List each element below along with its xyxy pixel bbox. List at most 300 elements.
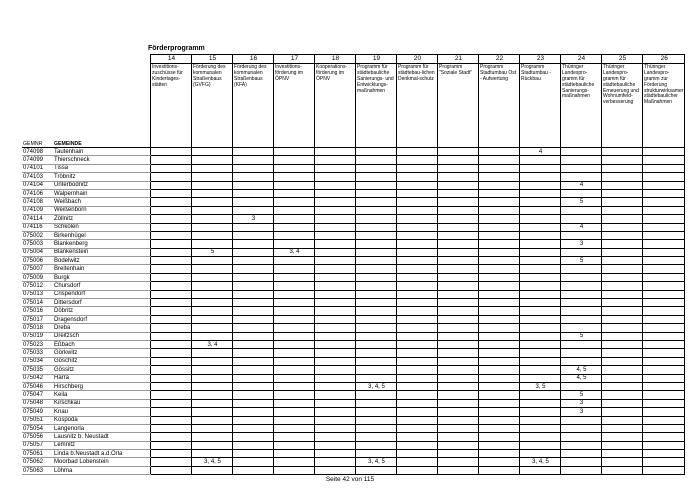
program-value-cell	[151, 399, 192, 407]
program-value-cell	[520, 408, 561, 416]
program-value-cell: 4, 5	[561, 374, 602, 382]
table-row	[22, 399, 685, 407]
program-value-cell	[233, 315, 274, 323]
program-number: 20	[397, 55, 438, 64]
program-value-cell	[479, 382, 520, 390]
program-value-cell	[520, 324, 561, 332]
table-row	[22, 307, 685, 315]
table-row	[22, 332, 685, 340]
program-value-cell	[315, 382, 356, 390]
municipality-code: 075002	[22, 231, 53, 239]
program-value-cell	[561, 156, 602, 164]
program-value-cell	[192, 231, 233, 239]
program-value-cell	[233, 206, 274, 214]
program-value-cell	[315, 181, 356, 189]
program-value-cell	[643, 408, 685, 416]
program-value-cell	[151, 206, 192, 214]
program-value-cell	[274, 466, 315, 474]
program-value-cell	[520, 299, 561, 307]
header-spacer-cell	[479, 139, 520, 148]
program-value-cell	[397, 181, 438, 189]
program-value-cell	[315, 458, 356, 466]
program-value-cell	[438, 357, 479, 365]
program-value-cell	[192, 315, 233, 323]
program-value-cell	[602, 206, 643, 214]
program-value-cell	[479, 374, 520, 382]
program-value-cell	[520, 340, 561, 348]
program-value-cell	[438, 148, 479, 156]
municipality-name: Schkölen	[53, 223, 151, 231]
program-value-cell: 3, 4, 5	[520, 458, 561, 466]
program-description: Thüringer Landespro-gramm für städtebauliche Erneuerung und Wohnumfeld-verbesserung	[602, 64, 643, 140]
program-value-cell	[397, 450, 438, 458]
program-value-cell	[315, 299, 356, 307]
program-value-cell	[520, 424, 561, 432]
program-value-cell	[356, 416, 397, 424]
program-value-cell	[643, 441, 685, 449]
program-value-cell	[315, 450, 356, 458]
program-value-cell	[151, 349, 192, 357]
program-value-cell	[356, 332, 397, 340]
program-value-cell	[397, 248, 438, 256]
table-row	[22, 450, 685, 458]
program-value-cell: 5	[561, 391, 602, 399]
program-value-cell	[151, 164, 192, 172]
program-value-cell	[643, 307, 685, 315]
program-value-cell	[479, 340, 520, 348]
program-value-cell	[438, 173, 479, 181]
program-number: 26	[643, 55, 685, 64]
program-value-cell	[356, 299, 397, 307]
program-value-cell	[315, 340, 356, 348]
program-value-cell	[315, 240, 356, 248]
program-value-cell	[397, 265, 438, 273]
program-value-cell: 3	[233, 215, 274, 223]
program-value-cell	[151, 273, 192, 281]
program-value-cell	[315, 257, 356, 265]
program-value-cell	[561, 433, 602, 441]
program-value-cell	[151, 240, 192, 248]
program-description: Programm für städtebauliche Sanierungs- und Entwicklungs-maßnahmen	[356, 64, 397, 140]
program-value-cell	[151, 315, 192, 323]
program-value-cell	[397, 240, 438, 248]
program-value-cell	[602, 181, 643, 189]
program-value-cell	[643, 433, 685, 441]
program-value-cell	[356, 173, 397, 181]
program-value-cell	[520, 282, 561, 290]
program-value-cell	[561, 215, 602, 223]
municipality-name: Dittersdorf	[53, 299, 151, 307]
program-value-cell	[192, 181, 233, 189]
program-value-cell	[438, 399, 479, 407]
program-value-cell	[233, 332, 274, 340]
table-row	[22, 240, 685, 248]
header-spacer-cell	[151, 139, 192, 148]
program-value-cell	[315, 399, 356, 407]
program-value-cell	[274, 148, 315, 156]
program-value-cell	[151, 282, 192, 290]
program-value-cell	[356, 441, 397, 449]
program-value-cell	[315, 416, 356, 424]
table-row	[22, 340, 685, 348]
program-value-cell	[274, 450, 315, 458]
program-value-cell	[315, 206, 356, 214]
program-value-cell	[479, 198, 520, 206]
program-value-cell	[602, 164, 643, 172]
program-value-cell	[479, 366, 520, 374]
program-value-cell	[602, 173, 643, 181]
municipality-name: Blankenstein	[53, 248, 151, 256]
header-spacer-cell	[397, 139, 438, 148]
program-value-cell	[192, 257, 233, 265]
table-row	[22, 156, 685, 164]
program-value-cell	[233, 181, 274, 189]
program-value-cell	[479, 248, 520, 256]
program-value-cell: 3, 5	[520, 382, 561, 390]
program-value-cell	[151, 357, 192, 365]
program-value-cell	[233, 273, 274, 281]
program-number: 23	[520, 55, 561, 64]
program-value-cell	[561, 273, 602, 281]
program-value-cell	[438, 382, 479, 390]
program-value-cell: 3, 4	[274, 248, 315, 256]
program-value-cell	[643, 148, 685, 156]
program-value-cell	[520, 257, 561, 265]
program-value-cell	[438, 366, 479, 374]
program-value-cell	[233, 382, 274, 390]
program-value-cell	[643, 382, 685, 390]
program-value-cell	[356, 206, 397, 214]
program-description: Investitions-förderung im ÖPNV	[274, 64, 315, 140]
program-value-cell	[643, 424, 685, 432]
table-row	[22, 408, 685, 416]
program-value-cell	[561, 148, 602, 156]
program-value-cell	[643, 215, 685, 223]
program-value-cell	[643, 173, 685, 181]
program-value-cell	[397, 198, 438, 206]
program-value-cell	[643, 206, 685, 214]
municipality-code: 075049	[22, 408, 53, 416]
municipality-code: 074098	[22, 148, 53, 156]
program-value-cell	[643, 366, 685, 374]
program-value-cell	[274, 441, 315, 449]
program-value-cell	[438, 307, 479, 315]
program-number: 14	[151, 55, 192, 64]
program-value-cell	[602, 223, 643, 231]
program-value-cell	[643, 198, 685, 206]
program-value-cell	[233, 441, 274, 449]
program-value-cell	[356, 466, 397, 474]
program-value-cell	[151, 332, 192, 340]
program-value-cell	[561, 248, 602, 256]
program-value-cell	[274, 173, 315, 181]
program-description: Förderung des kommunalen Straßenbaus (GVFG)	[192, 64, 233, 140]
program-value-cell	[315, 273, 356, 281]
program-value-cell	[315, 156, 356, 164]
program-value-cell	[274, 282, 315, 290]
municipality-code: 075051	[22, 416, 53, 424]
program-value-cell	[315, 391, 356, 399]
program-value-cell	[192, 382, 233, 390]
program-value-cell	[643, 273, 685, 281]
program-value-cell	[643, 223, 685, 231]
program-value-cell	[356, 282, 397, 290]
program-value-cell	[602, 450, 643, 458]
program-value-cell	[479, 450, 520, 458]
program-value-cell	[602, 265, 643, 273]
program-value-cell	[602, 340, 643, 348]
program-value-cell	[151, 181, 192, 189]
header-spacer-cell	[438, 139, 479, 148]
municipality-name: Chursdorf	[53, 282, 151, 290]
municipality-code: 075033	[22, 349, 53, 357]
program-value-cell	[397, 366, 438, 374]
municipality-name: Weißenborn	[53, 206, 151, 214]
program-value-cell	[397, 223, 438, 231]
program-value-cell	[315, 424, 356, 432]
program-value-cell: 3, 4, 5	[192, 458, 233, 466]
table-row	[22, 290, 685, 298]
table-row	[22, 441, 685, 449]
program-value-cell	[561, 324, 602, 332]
program-number: 18	[315, 55, 356, 64]
municipality-code: 075012	[22, 282, 53, 290]
program-value-cell	[315, 164, 356, 172]
program-value-cell	[233, 164, 274, 172]
program-value-cell	[479, 424, 520, 432]
program-value-cell	[233, 433, 274, 441]
program-value-cell	[315, 173, 356, 181]
program-value-cell	[438, 156, 479, 164]
program-value-cell: 5	[561, 257, 602, 265]
program-value-cell	[233, 231, 274, 239]
program-number: 19	[356, 55, 397, 64]
program-value-cell	[315, 215, 356, 223]
program-value-cell	[438, 273, 479, 281]
program-value-cell	[643, 466, 685, 474]
program-value-cell	[602, 433, 643, 441]
program-value-cell	[274, 424, 315, 432]
program-value-cell	[479, 290, 520, 298]
program-value-cell	[315, 374, 356, 382]
program-value-cell	[438, 240, 479, 248]
municipality-code: 075006	[22, 257, 53, 265]
table-row	[22, 282, 685, 290]
program-value-cell	[356, 156, 397, 164]
program-value-cell	[643, 290, 685, 298]
program-value-cell	[520, 391, 561, 399]
program-value-cell	[192, 148, 233, 156]
program-value-cell	[192, 357, 233, 365]
program-value-cell	[397, 164, 438, 172]
header-spacer-cell	[520, 139, 561, 148]
program-value-cell	[233, 156, 274, 164]
municipality-code: 075017	[22, 315, 53, 323]
municipality-name: Görkwitz	[53, 349, 151, 357]
program-value-cell	[438, 257, 479, 265]
program-description: Programm für städtebau-lichen Denkmal-schutz	[397, 64, 438, 140]
program-value-cell	[192, 156, 233, 164]
table-row	[22, 198, 685, 206]
program-value-cell	[561, 441, 602, 449]
municipality-name: Löhma	[53, 466, 151, 474]
program-value-cell	[233, 374, 274, 382]
program-value-cell	[233, 391, 274, 399]
program-value-cell	[397, 231, 438, 239]
program-value-cell	[520, 307, 561, 315]
table-row	[22, 299, 685, 307]
program-value-cell	[520, 215, 561, 223]
program-value-cell	[602, 273, 643, 281]
program-value-cell	[315, 466, 356, 474]
table-row	[22, 458, 685, 466]
program-value-cell	[561, 231, 602, 239]
program-value-cell	[520, 248, 561, 256]
program-value-cell	[192, 399, 233, 407]
municipality-code: 074116	[22, 223, 53, 231]
program-value-cell	[356, 307, 397, 315]
program-value-cell	[151, 299, 192, 307]
program-value-cell	[274, 315, 315, 323]
program-value-cell	[274, 324, 315, 332]
program-value-cell	[397, 391, 438, 399]
program-value-cell	[561, 173, 602, 181]
program-value-cell	[602, 424, 643, 432]
program-value-cell	[479, 231, 520, 239]
program-value-cell	[356, 450, 397, 458]
program-value-cell	[520, 441, 561, 449]
program-value-cell	[274, 189, 315, 197]
program-value-cell	[274, 206, 315, 214]
program-value-cell	[315, 223, 356, 231]
program-number: 16	[233, 55, 274, 64]
header-spacer-cell	[643, 139, 685, 148]
program-value-cell	[438, 466, 479, 474]
program-value-cell	[192, 424, 233, 432]
program-value-cell	[233, 357, 274, 365]
program-value-cell	[274, 416, 315, 424]
program-value-cell	[315, 265, 356, 273]
table-row	[22, 148, 685, 156]
municipality-name: Harra	[53, 374, 151, 382]
program-value-cell	[602, 349, 643, 357]
program-value-cell	[643, 282, 685, 290]
program-value-cell	[274, 265, 315, 273]
program-value-cell	[643, 265, 685, 273]
table-row	[22, 215, 685, 223]
program-value-cell	[233, 240, 274, 248]
program-value-cell	[520, 332, 561, 340]
municipality-name: Lemnitz	[53, 441, 151, 449]
municipality-code: 075016	[22, 307, 53, 315]
program-value-cell	[479, 416, 520, 424]
program-value-cell	[192, 366, 233, 374]
program-value-cell	[315, 231, 356, 239]
program-value-cell	[233, 307, 274, 315]
municipality-code: 075013	[22, 290, 53, 298]
program-value-cell	[520, 433, 561, 441]
municipality-code: 075046	[22, 382, 53, 390]
program-value-cell	[233, 198, 274, 206]
program-value-cell	[356, 324, 397, 332]
program-value-cell	[233, 148, 274, 156]
table-row	[22, 382, 685, 390]
municipality-code: 074101	[22, 164, 53, 172]
program-value-cell	[397, 324, 438, 332]
program-value-cell	[274, 223, 315, 231]
program-value-cell	[151, 466, 192, 474]
program-value-cell	[438, 458, 479, 466]
program-value-cell	[274, 374, 315, 382]
program-value-cell	[479, 148, 520, 156]
municipality-code: 075062	[22, 458, 53, 466]
table-row	[22, 391, 685, 399]
program-value-cell	[233, 450, 274, 458]
program-value-cell	[274, 240, 315, 248]
program-value-cell	[315, 290, 356, 298]
program-value-cell	[356, 273, 397, 281]
program-value-cell	[274, 332, 315, 340]
program-value-cell	[479, 273, 520, 281]
municipality-name: Tröbnitz	[53, 173, 151, 181]
program-value-cell	[602, 382, 643, 390]
table-row	[22, 466, 685, 474]
municipality-code: 075019	[22, 332, 53, 340]
program-value-cell	[438, 215, 479, 223]
table-row	[22, 349, 685, 357]
program-value-cell: 4, 5	[561, 366, 602, 374]
program-value-cell	[479, 257, 520, 265]
program-value-cell	[151, 416, 192, 424]
program-value-cell	[315, 189, 356, 197]
program-value-cell	[479, 357, 520, 365]
program-value-cell	[151, 265, 192, 273]
program-description: Thüringer Landespro-gramm zur Förderung strukturwirksamer städtebaulicher Maßnahmen	[643, 64, 685, 140]
program-value-cell	[438, 189, 479, 197]
municipality-code: 075009	[22, 273, 53, 281]
program-value-cell	[520, 181, 561, 189]
program-value-cell	[397, 458, 438, 466]
program-value-cell	[274, 198, 315, 206]
municipality-code: 074114	[22, 215, 53, 223]
spacer-cell	[53, 55, 151, 64]
program-value-cell	[315, 315, 356, 323]
program-value-cell: 3	[561, 408, 602, 416]
spacer-cell	[22, 64, 53, 140]
program-value-cell	[520, 273, 561, 281]
program-value-cell	[438, 282, 479, 290]
program-value-cell	[520, 240, 561, 248]
program-value-cell	[479, 399, 520, 407]
program-value-cell	[643, 332, 685, 340]
program-value-cell	[643, 299, 685, 307]
program-value-cell	[602, 240, 643, 248]
program-value-cell	[151, 450, 192, 458]
program-value-cell	[151, 307, 192, 315]
program-value-cell	[561, 164, 602, 172]
program-value-cell	[643, 450, 685, 458]
municipality-code: 075004	[22, 248, 53, 256]
program-value-cell	[602, 148, 643, 156]
program-value-cell	[192, 215, 233, 223]
program-value-cell	[192, 240, 233, 248]
page-footer: Seite 42 von 115	[325, 476, 375, 483]
municipality-name: Dragensdorf	[53, 315, 151, 323]
program-value-cell	[356, 164, 397, 172]
program-value-cell	[151, 198, 192, 206]
program-value-cell	[438, 265, 479, 273]
program-value-cell	[479, 206, 520, 214]
